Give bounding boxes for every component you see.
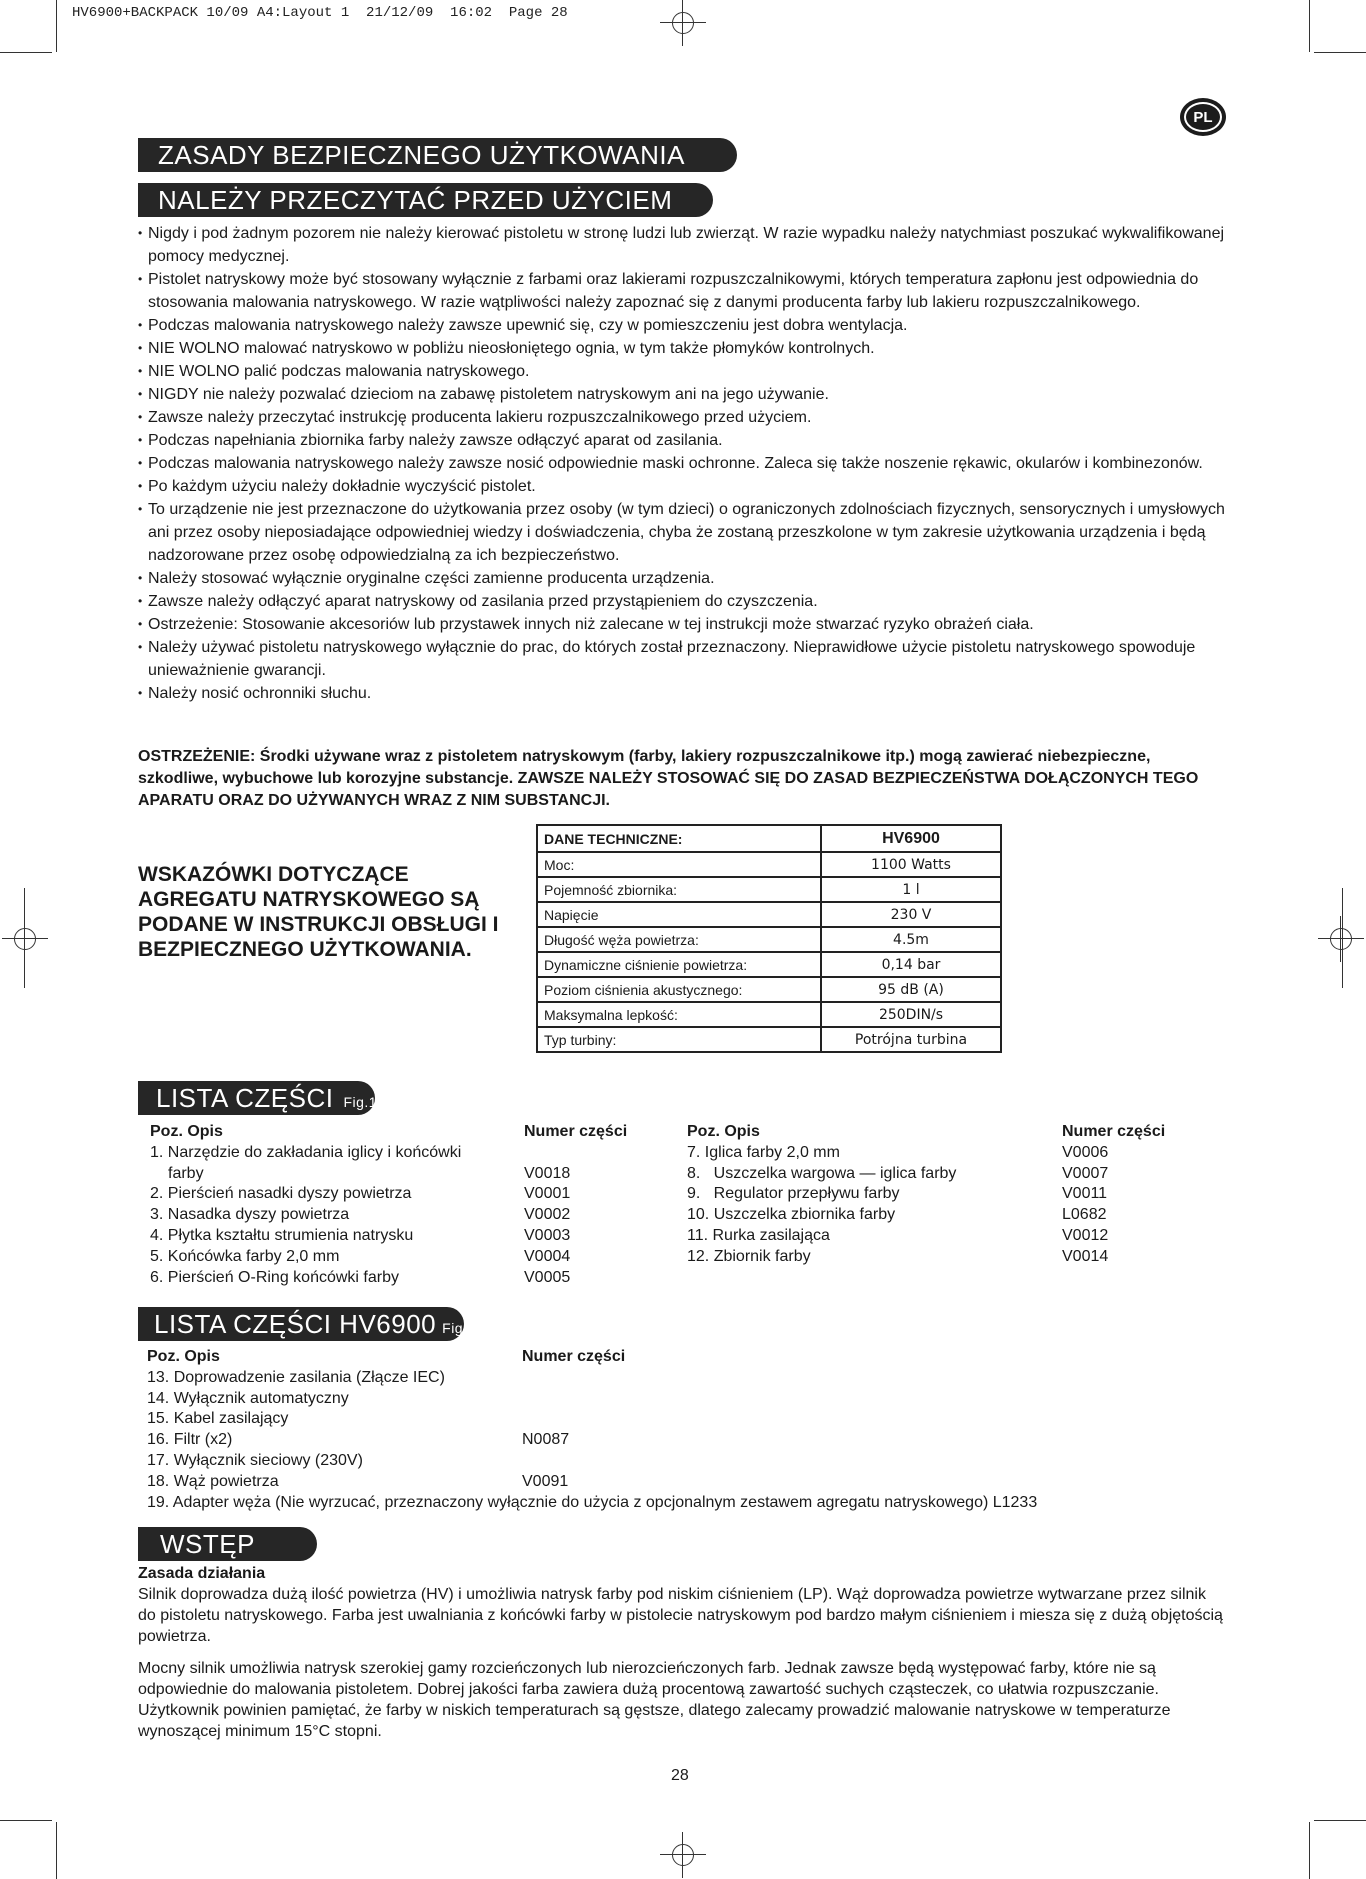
parts-list-fig1-left: [150, 1122, 650, 1288]
page-number: 28: [671, 1767, 689, 1784]
section-header-intro-text: WSTĘP: [160, 1529, 255, 1559]
tech-spec-header-label: DANE TECHNICZNE:: [537, 825, 821, 852]
tech-spec-label: Poziom ciśnienia akustycznego:: [537, 977, 821, 1002]
safety-bullet: • Podczas malowania natryskowego należy zawsze upewnić się, czy w pomieszczeniu jest dobra wentylacja.: [138, 314, 1228, 337]
parts-item-desc: 12. Zbiornik farby: [687, 1247, 811, 1265]
parts-list-item: [150, 1164, 650, 1185]
registration-mark-left: [10, 924, 40, 954]
parts-item-desc: 4. Płytka kształtu strumienia natrysku: [150, 1226, 414, 1244]
parts-col-desc: Poz. Opis: [147, 1348, 220, 1365]
print-slug: HV6900+BACKPACK 10/09 A4:Layout 1 21/12/09 16:02 Page 28: [72, 5, 568, 21]
tech-spec-header-row: [537, 825, 1001, 852]
parts-item-num: V0012: [1062, 1226, 1109, 1244]
parts-col-num: Numer części: [524, 1123, 628, 1140]
parts-list-item: [687, 1143, 1227, 1164]
safety-bullet: • Należy używać pistoletu natryskowego wyłącznie do prac, do których został przeznaczony. Nieprawidłowe użycie pistoletu natryskowego spowoduje unieważnienie gwarancji.: [138, 636, 1228, 682]
crop-mark: [56, 0, 57, 52]
compressor-note: WSKAZÓWKI DOTYCZĄCE AGREGATU NATRYSKOWEGO SĄ PODANE W INSTRUKCJI OBSŁUGI I BEZPIECZNEGO UŻYTKOWANIA.: [138, 863, 499, 961]
parts-item-desc: 6. Pierścień O-Ring końcówki farby: [150, 1268, 399, 1286]
parts-item-num: V0003: [524, 1226, 571, 1244]
intro-paragraph-2: Mocny silnik umożliwia natrysk szerokiej gamy rozcieńczonych lub nierozcieńczonych farb. Jednak zawsze będą występować farby, które nie są odpowiednie do malowania pistoletem. Dobrej jakości farba zawiera dużą procentową zawartość suchych cząsteczek, co ułatwia rozpuszczanie. Użytkownik powinien pamiętać, że farby w niskich temperaturach są gęstsze, dlatego zalecamy prowadzić malowanie natryskowe w temperaturze wynoszącej minimum 15°C stopni.: [138, 1660, 1171, 1740]
parts-list-item: [687, 1164, 1227, 1185]
safety-bullet: • Po każdym użyciu należy dokładnie wyczyścić pistolet.: [138, 475, 1228, 498]
section-header-safety: [138, 138, 737, 172]
parts-list-item: [150, 1184, 650, 1205]
section-header-safety-text: ZASADY BEZPIECZNEGO UŻYTKOWANIA: [158, 140, 685, 170]
tech-spec-value: 1100 Watts: [821, 852, 1001, 877]
parts-list-item: [147, 1430, 1227, 1451]
language-badge-label: PL: [1184, 102, 1222, 132]
parts-item-desc: 7. Iglica farby 2,0 mm: [687, 1143, 840, 1161]
parts-item-desc: 2. Pierścień nasadki dyszy powietrza: [150, 1185, 412, 1203]
parts-item-num: V0014: [1062, 1247, 1109, 1265]
tech-spec-header-model: HV6900: [821, 825, 1001, 852]
tech-spec-label: Maksymalna lepkość:: [537, 1002, 821, 1027]
safety-bullet: • Podczas napełniania zbiornika farby należy zawsze odłączyć aparat od zasilania.: [138, 429, 1228, 452]
safety-bullet: • Zawsze należy odłączyć aparat natryskowy od zasilania przed przystąpieniem do czyszczenia.: [138, 590, 1228, 613]
parts-item-desc: 17. Wyłącznik sieciowy (230V): [147, 1451, 363, 1469]
tech-spec-value: 95 dB (A): [821, 977, 1001, 1002]
safety-bullet: • Ostrzeżenie: Stosowanie akcesoriów lub przystawek innych niż zalecane w tej instrukcji może stwarzać ryzyko obrażeń ciała.: [138, 613, 1228, 636]
tech-spec-row: [537, 852, 1001, 877]
parts-list-header-row: [687, 1122, 1227, 1143]
crop-mark: [1309, 1822, 1310, 1879]
tech-spec-row: [537, 1002, 1001, 1027]
parts-item-desc: 13. Doprowadzenie zasilania (Złącze IEC): [147, 1368, 445, 1386]
safety-bullet: • Pistolet natryskowy może być stosowany wyłącznie z farbami oraz lakierami rozpuszczalnikowymi, których temperatura zapłonu jest odpowiednia do stosowania malowania natryskowego. W razie wątpliwości należy zapoznać się z danymi producenta farby lub lakieru rozpuszczalnikowego.: [138, 268, 1228, 314]
crop-mark: [1309, 0, 1310, 52]
safety-bullet-list: [138, 222, 1228, 705]
parts-list-item: [147, 1368, 1227, 1389]
parts-item-desc: 18. Wąż powietrza: [147, 1472, 279, 1490]
parts-item-desc: 16. Filtr (x2): [147, 1431, 233, 1449]
parts-item-num: V0001: [524, 1185, 571, 1203]
tech-spec-row: [537, 902, 1001, 927]
parts-item-desc: 5. Końcówka farby 2,0 mm: [150, 1247, 340, 1265]
parts-item-num: V0006: [1062, 1143, 1109, 1161]
crop-mark: [1314, 52, 1366, 53]
tech-spec-value: 250DIN/s: [821, 1002, 1001, 1027]
parts-list-item: [687, 1184, 1227, 1205]
parts-item-num: V0004: [524, 1247, 571, 1265]
tech-spec-label: Długość węża powietrza:: [537, 927, 821, 952]
parts-list-item: [150, 1226, 650, 1247]
parts-list-fig1-right: [687, 1122, 1227, 1268]
safety-bullet: • Podczas malowania natryskowego należy zawsze nosić odpowiednie maski ochronne. Zaleca się także noszenie rękawic, okularów i kombinezonów.: [138, 452, 1228, 475]
parts-list-header-row: [150, 1122, 650, 1143]
parts-item-desc: 19. Adapter węża (Nie wyrzucać, przeznaczony wyłącznie do użycia z opcjonalnym zestawem agregatu natryskowego) L1233: [147, 1493, 1038, 1511]
section-header-parts-list-hv-fig: Fig.2: [442, 1320, 476, 1336]
tech-spec-row: [537, 1027, 1001, 1052]
crop-mark: [0, 52, 52, 53]
parts-item-num: V0005: [524, 1268, 571, 1286]
parts-list-item: [147, 1409, 1227, 1430]
parts-item-desc: 1. Narzędzie do zakładania iglicy i końcówki: [150, 1143, 462, 1161]
parts-item-num: V0018: [524, 1164, 571, 1182]
section-header-intro: [138, 1527, 317, 1561]
parts-item-desc: 14. Wyłącznik automatyczny: [147, 1389, 349, 1407]
tech-spec-value: 4.5m: [821, 927, 1001, 952]
intro-body: [138, 1563, 1228, 1742]
tech-spec-label: Napięcie: [537, 902, 821, 927]
section-header-parts-list-hv-text: LISTA CZĘŚCI HV6900: [154, 1309, 437, 1339]
parts-item-desc: 8. Uszczelka wargowa — iglica farby: [687, 1164, 957, 1182]
parts-col-num: Numer części: [522, 1348, 626, 1365]
section-header-parts-list-text: LISTA CZĘŚCI: [156, 1083, 334, 1113]
safety-bullet: • NIGDY nie należy pozwalać dzieciom na zabawę pistoletem natryskowym ani na jego używanie.: [138, 383, 1228, 406]
tech-spec-value: 230 V: [821, 902, 1001, 927]
crop-mark: [0, 1820, 52, 1821]
registration-mark-bottom: [668, 1840, 698, 1870]
parts-col-desc: Poz. Opis: [150, 1123, 223, 1140]
parts-list-item: [147, 1451, 1227, 1472]
parts-list-fig2: [147, 1347, 1227, 1513]
parts-list-item: [150, 1205, 650, 1226]
tech-spec-label: Pojemność zbiornika:: [537, 877, 821, 902]
tech-spec-row: [537, 877, 1001, 902]
safety-bullet: • Nigdy i pod żadnym pozorem nie należy kierować pistoletu w stronę ludzi lub zwierząt. W razie wypadku należy natychmiast poszukać wykwalifikowanej pomocy medycznej.: [138, 222, 1228, 268]
parts-list-item: [687, 1226, 1227, 1247]
parts-item-num: V0091: [522, 1472, 569, 1490]
parts-item-desc: farby: [168, 1164, 204, 1182]
parts-item-num: N0087: [522, 1431, 570, 1449]
parts-list-item: [147, 1389, 1227, 1410]
intro-paragraph-1: Silnik doprowadza dużą ilość powietrza (HV) i umożliwia natrysk farby pod niskim ciśnieniem (LP). Wąż doprowadza powietrze wytwarzane przez silnik do pistoletu natryskowego. Farba jest uwalniania z końcówki farby w pistolecie natryskowym pod bardzo małym ciśnieniem i miesza się z dużą objętością powietrza.: [138, 1586, 1223, 1645]
parts-list-item: [150, 1143, 650, 1164]
parts-list-item: [150, 1247, 650, 1268]
parts-list-item: [687, 1205, 1227, 1226]
tech-spec-label: Typ turbiny:: [537, 1027, 821, 1052]
safety-bullet: • To urządzenie nie jest przeznaczone do użytkowania przez osoby (w tym dzieci) o ograniczonych zdolnościach fizycznych, sensorycznych i umysłowych ani przez osoby nieposiadające odpowiedniej wiedzy i doświadczenia, chyba że zostaną przeszkolone w tym zakresie użytkowania urządzenia i będą nadzorowane przez osobę odpowiedzialną za ich bezpieczeństwo.: [138, 498, 1228, 567]
tech-spec-value: 1 l: [821, 877, 1001, 902]
parts-item-num: V0002: [524, 1206, 571, 1224]
section-header-read-first-text: NALEŻY PRZECZYTAĆ PRZED UŻYCIEM: [158, 185, 673, 215]
warning-paragraph: OSTRZEŻENIE: Środki używane wraz z pistoletem natryskowym (farby, lakiery rozpuszczalnikowe itp.) mogą zawierać niebezpieczne, szkodliwe, wybuchowe lub korozyjne substancje. ZAWSZE NALEŻY STOSOWAĆ SIĘ DO ZASAD BEZPIECZEŃSTWA DOŁĄCZONYCH TEGO APARATU ORAZ DO UŻYWANYCH WRAZ Z NIM SUBSTANCJI.: [138, 748, 1199, 809]
safety-bullet: • NIE WOLNO malować natryskowo w pobliżu nieosłoniętego ognia, w tym także płomyków kontrolnych.: [138, 337, 1228, 360]
section-header-parts-list-fig: Fig.1: [343, 1094, 378, 1110]
parts-item-desc: 11. Rurka zasilająca: [687, 1226, 830, 1244]
crop-mark: [56, 1822, 57, 1879]
tech-spec-row: [537, 977, 1001, 1002]
language-badge: [1180, 98, 1226, 136]
parts-item-num: V0007: [1062, 1164, 1109, 1182]
parts-item-num: V0011: [1062, 1185, 1108, 1203]
parts-item-desc: 15. Kabel zasilający: [147, 1410, 289, 1428]
parts-list-item: [687, 1247, 1227, 1268]
tech-spec-label: Dynamiczne ciśnienie powietrza:: [537, 952, 821, 977]
crop-mark: [1314, 1820, 1366, 1821]
tech-spec-label: Moc:: [537, 852, 821, 877]
section-header-parts-list: [138, 1081, 378, 1115]
registration-mark-top: [668, 8, 698, 38]
safety-bullet: • Należy nosić ochronniki słuchu.: [138, 682, 1228, 705]
safety-bullet: • Należy stosować wyłącznie oryginalne części zamienne producenta urządzenia.: [138, 567, 1228, 590]
parts-item-desc: 10. Uszczelka zbiornika farby: [687, 1206, 896, 1224]
parts-item-desc: 9. Regulator przepływu farby: [687, 1185, 900, 1203]
safety-bullet: • Zawsze należy przeczytać instrukcję producenta lakieru rozpuszczalnikowego przed użyciem.: [138, 406, 1228, 429]
intro-subtitle: Zasada działania: [138, 1565, 266, 1582]
tech-spec-value: Potrójna turbina: [821, 1027, 1001, 1052]
tech-spec-row: [537, 927, 1001, 952]
registration-mark-right: [1326, 924, 1356, 954]
parts-col-num: Numer części: [1062, 1123, 1166, 1140]
parts-item-num: L0682: [1062, 1206, 1107, 1224]
tech-spec-row: [537, 952, 1001, 977]
section-header-parts-list-hv: [138, 1307, 476, 1341]
tech-spec-table: [536, 824, 1002, 1053]
parts-list-item: [147, 1472, 1227, 1493]
section-header-read-first: [138, 183, 713, 217]
tech-spec-value: 0,14 bar: [821, 952, 1001, 977]
parts-list-item: [147, 1493, 1227, 1514]
safety-bullet: • NIE WOLNO palić podczas malowania natryskowego.: [138, 360, 1228, 383]
parts-list-header-row: [147, 1347, 1227, 1368]
parts-col-desc: Poz. Opis: [687, 1123, 760, 1140]
parts-list-item: [150, 1268, 650, 1289]
parts-item-desc: 3. Nasadka dyszy powietrza: [150, 1206, 350, 1224]
